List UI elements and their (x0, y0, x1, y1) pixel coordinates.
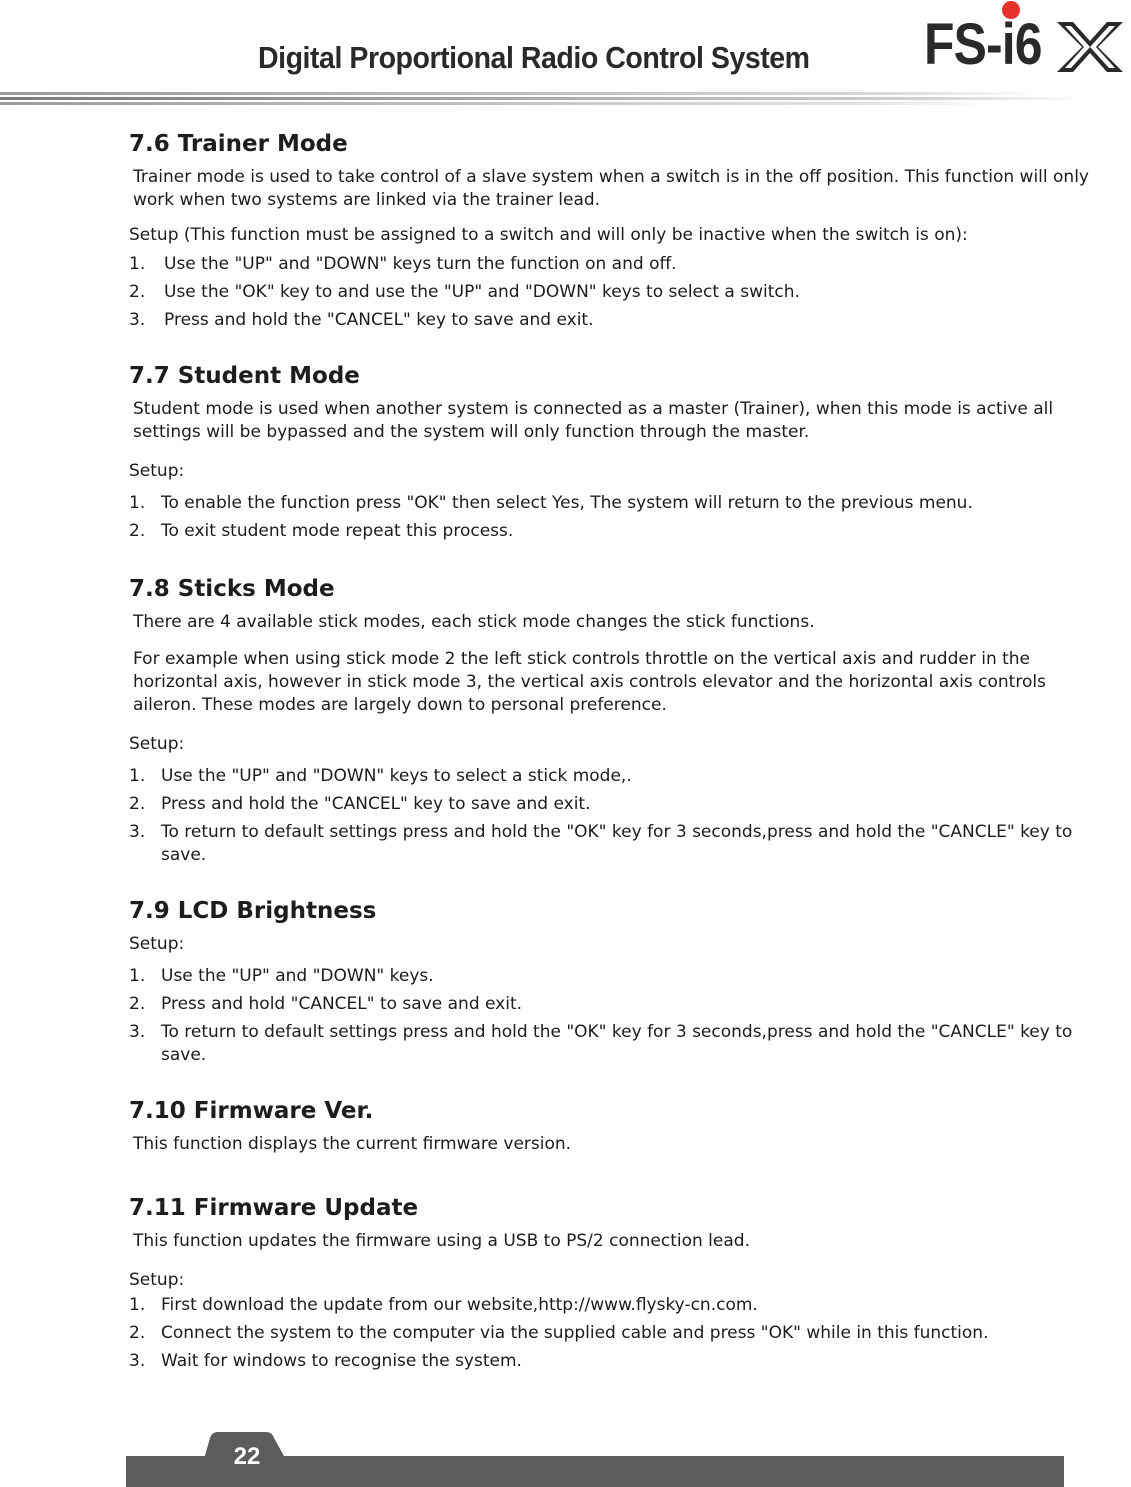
steps-list (129, 1294, 1089, 1373)
step-text: First download the update from our website,http://www.flysky-cn.com. (161, 1295, 758, 1315)
step-text: Wait for windows to recognise the system. (161, 1351, 522, 1371)
section-sticks-mode (129, 575, 1089, 867)
section-intro: Student mode is used when another system is connected as a master (Trainer), when this mode is active all settings will be bypassed and the system will only function through the master. (133, 399, 1054, 442)
section-intro: Trainer mode is used to take control of a slave system when a switch is in the off position. This function will only work when two systems are linked via the trainer lead. (133, 167, 1089, 210)
step-number: 1. (129, 493, 146, 513)
step-number: 2. (129, 794, 146, 814)
step-number: 3. (129, 1022, 146, 1042)
document-body (129, 130, 1089, 1399)
section-trainer-mode (129, 130, 1089, 332)
step-text: Press and hold the "CANCEL" key to save and exit. (161, 794, 591, 814)
step-text: Press and hold the "CANCEL" key to save and exit. (164, 310, 594, 330)
step-number: 2. (129, 994, 146, 1014)
logo-x-mark-icon (1057, 22, 1123, 72)
step-text: Connect the system to the computer via the supplied cable and press "OK" while in this function. (161, 1323, 989, 1343)
section-firmware-update (129, 1194, 1089, 1373)
header-divider (0, 88, 1131, 110)
section-intro: There are 4 available stick modes, each stick mode changes the stick functions. (133, 612, 815, 632)
list-item (129, 993, 1089, 1016)
section-heading: 7.9 LCD Brightness (129, 898, 377, 924)
list-item (129, 1350, 1089, 1373)
steps-list (129, 765, 1089, 867)
list-item (129, 765, 1089, 788)
list-item (129, 309, 1089, 332)
steps-list (129, 253, 1089, 332)
section-lcd-brightness (129, 897, 1089, 1067)
section-heading: 7.6 Trainer Mode (129, 131, 348, 157)
setup-label: Setup: (129, 734, 185, 754)
logo-suffix: X (1057, 22, 1058, 23)
step-text: Press and hold "CANCEL" to save and exit. (161, 994, 523, 1014)
setup-label: Setup: (129, 461, 185, 481)
list-item (129, 793, 1089, 816)
list-item (129, 492, 1089, 515)
list-item (129, 1294, 1089, 1317)
step-number: 1. (129, 254, 146, 274)
section-heading: 7.7 Student Mode (129, 363, 360, 389)
step-number: 1. (129, 966, 146, 986)
step-text: Use the "UP" and "DOWN" keys. (161, 966, 434, 986)
list-item (129, 1021, 1089, 1067)
steps-list (129, 965, 1089, 1067)
section-heading: 7.10 Firmware Ver. (129, 1098, 374, 1124)
step-text: To exit student mode repeat this process. (161, 521, 514, 541)
step-number: 3. (129, 822, 146, 842)
step-number: 2. (129, 521, 146, 541)
step-text: Use the "UP" and "DOWN" keys to select a stick mode,. (161, 766, 632, 786)
list-item (129, 1322, 1089, 1345)
step-text: Use the "OK" key to and use the "UP" and "DOWN" keys to select a switch. (164, 282, 800, 302)
step-text: To return to default settings press and hold the "OK" key for 3 seconds,press and hold the "CANCLE" key to save. (161, 1022, 1073, 1065)
step-text: To return to default settings press and hold the "OK" key for 3 seconds,press and hold the "CANCLE" key to save. (161, 822, 1073, 865)
step-text: To enable the function press "OK" then select Yes, The system will return to the previous menu. (161, 493, 973, 513)
document-header-title: Digital Proportional Radio Control System (258, 40, 810, 75)
steps-list (129, 492, 1089, 543)
section-heading: 7.8 Sticks Mode (129, 576, 335, 602)
page-number: 22 (233, 1443, 261, 1470)
step-number: 1. (129, 1295, 146, 1315)
list-item (129, 821, 1089, 867)
section-student-mode (129, 362, 1089, 543)
list-item (129, 281, 1089, 304)
section-intro: This function displays the current firmware version. (133, 1134, 572, 1154)
logo-text: FS-i6 (924, 12, 1042, 77)
setup-label: Setup: (129, 1270, 185, 1290)
step-number: 2. (129, 1323, 146, 1343)
list-item (129, 520, 1089, 543)
list-item (129, 253, 1089, 276)
section-example: For example when using stick mode 2 the left stick controls throttle on the vertical axis and rudder in the horizontal axis, however in stick mode 3, the vertical axis controls elevator and the horizontal axis controls aileron. These modes are largely down to personal preference. (133, 649, 1046, 715)
setup-label: Setup (This function must be assigned to a switch and will only be inactive when the switch is on): (129, 225, 968, 245)
step-number: 2. (129, 282, 146, 302)
section-firmware-version (129, 1097, 1089, 1156)
list-item (129, 965, 1089, 988)
section-heading: 7.11 Firmware Update (129, 1195, 419, 1221)
step-number: 3. (129, 1351, 146, 1371)
step-text: Use the "UP" and "DOWN" keys turn the function on and off. (164, 254, 677, 274)
section-intro: This function updates the firmware using a USB to PS/2 connection lead. (133, 1231, 750, 1251)
step-number: 1. (129, 766, 146, 786)
fs-i6x-logo (918, 0, 1130, 80)
setup-label: Setup: (129, 934, 185, 954)
step-number: 3. (129, 310, 146, 330)
